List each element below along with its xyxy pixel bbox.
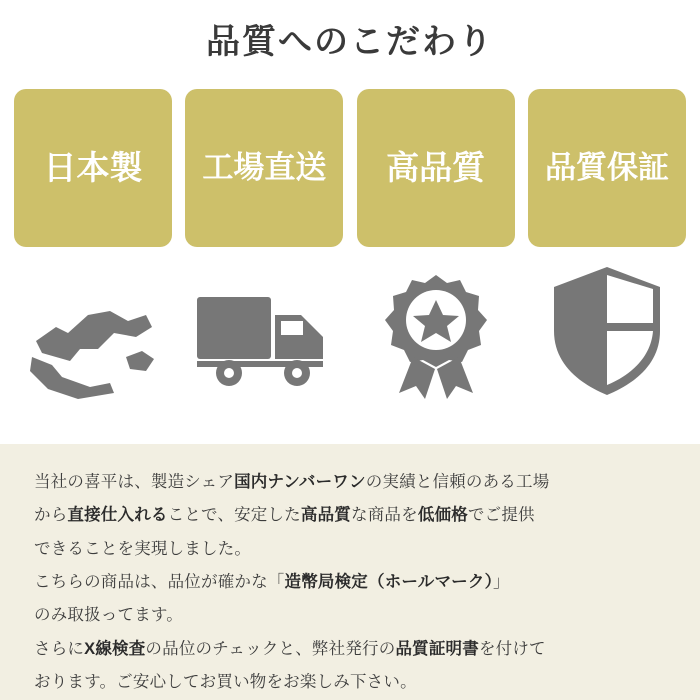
note-emphasis: 品質証明書 [395,639,479,658]
note-text: を付けて [478,639,546,658]
badge-label: 品質保証 [544,150,669,186]
note-emphasis: 高品質 [300,506,351,525]
note-emphasis: 国内ナンバーワン [234,473,366,491]
note-text: の品位のチェックと、弊社発行の [145,639,396,658]
note-text: の実績と信頼のある工場 [365,473,550,491]
note-line-5: のみ取扱ってます。 [34,606,183,625]
note-text: ことで、安定した [167,506,301,525]
feature-factory-direct [185,89,343,403]
note-text: 」 [493,572,510,591]
badge-label: 工場直送 [202,150,327,186]
badge-quality-guarantee [528,89,686,247]
note-line-7: おります。ご安心してお買い物をお楽しみ下さい。 [34,672,417,691]
badge-label: 高品質 [386,149,486,187]
delivery-truck-icon [185,253,343,403]
note-line-3: できることを実現しました。 [34,539,252,558]
note-line-2 [34,499,666,532]
feature-quality-guarantee [528,89,686,403]
feature-badges-row [0,63,700,403]
note-text: から [34,506,68,525]
note-emphasis: 低価格 [417,506,468,525]
note-text: 当社の喜平は、製造シェア [34,473,235,491]
badge-made-in-japan [14,89,172,247]
note-line-6 [34,633,666,666]
quality-medal-icon [357,253,515,403]
note-line-4 [34,566,666,599]
note-text: こちらの商品は、品位が確かな「 [34,572,285,591]
page-title: 品質へのこだわり [206,23,494,61]
quality-note-panel [0,444,700,700]
note-text: な商品を [351,506,418,525]
note-emphasis: 造幣局検定（ホールマーク） [284,572,494,591]
note-line-1 [34,466,666,499]
japan-map-icon [14,253,172,403]
shield-icon [528,253,686,403]
note-text: さらに [34,639,85,658]
badge-label: 日本製 [43,149,143,187]
feature-high-quality [357,89,515,403]
note-emphasis: 直接仕入れる [67,506,168,525]
badge-factory-direct [185,89,343,247]
feature-made-in-japan [14,89,172,403]
note-text: でご提供 [467,506,535,525]
badge-high-quality [357,89,515,247]
note-emphasis: X線検査 [84,639,146,658]
